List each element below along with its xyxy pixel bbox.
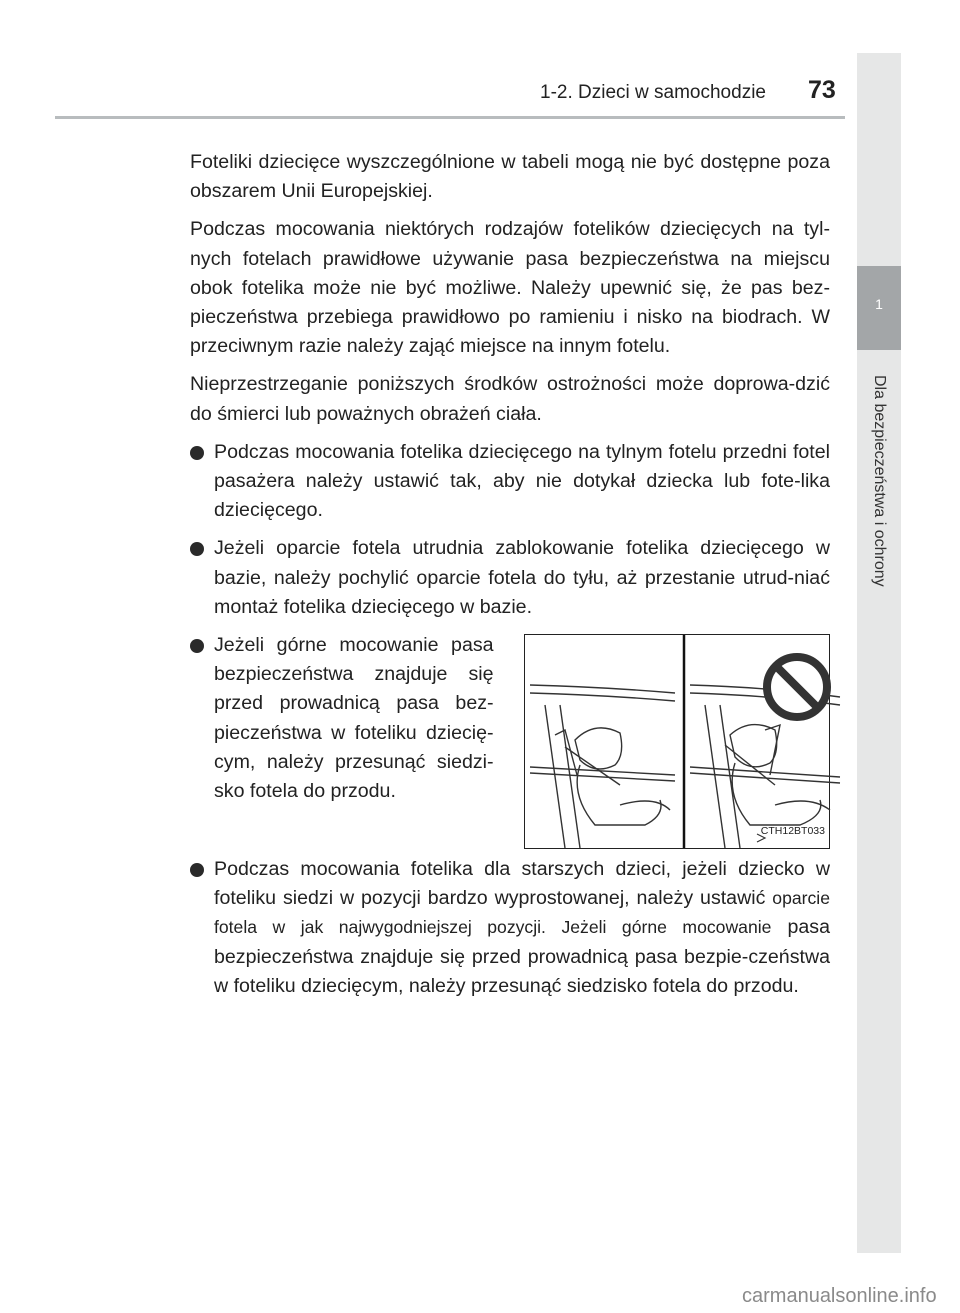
bullet-dot-icon (190, 639, 204, 653)
bullet-item (190, 855, 830, 1001)
paragraph: Podczas mocowania niektórych rodzajów fotelików dziecięcych na tyl-nych fotelach prawidłowe używanie pasa bezpieczeństwa na miejscu obok fotelika może nie być możliwe. Należy upewnić się, że pas bez-pieczeństwa przebiega prawidłowo po ramieniu i nisko na biodrach. W przeciwnym razie należy zająć miejsce na innym fotelu. (190, 218, 830, 358)
paragraph: Nieprzestrzeganie poniższych środków ostrożności może doprowa-dzić do śmierci lub poważnych obrażeń ciała. (190, 373, 830, 425)
bullet-text: oparcie fotela w jak najwygodniejszej pozycji. Jeżeli górne mocowanie (214, 888, 831, 938)
bullet-with-figure (190, 631, 830, 849)
chapter-label: Dla bezpieczeństwa i ochrony (871, 375, 888, 587)
bullet-text: pasa bezpieczeństwa znajduje się przed prowadnicą pasa bezpie-czeństwa w foteliku dziecięcym, należy przesunąć siedzisko fotela do przodu. (214, 916, 830, 997)
bullet-text: Jeżeli oparcie fotela utrudnia zablokowanie fotelika dziecięcego w bazie, należy pochylić oparcie fotela do tyłu, aż przestanie utrud-niać montaż fotelika dziecięcego w bazie. (214, 537, 830, 618)
bullet-dot-icon (190, 542, 204, 556)
bullet-dot-icon (190, 446, 204, 460)
page-number: 73 (808, 76, 836, 104)
watermark: carmanualsonline.info (742, 1285, 937, 1307)
header-rule (55, 116, 845, 119)
chapter-side-tab (857, 53, 901, 1253)
bullet-item (190, 534, 830, 622)
figure-code: CTH12BT033 (760, 824, 825, 837)
seat-illustration (524, 634, 830, 849)
bullet-text: Jeżeli górne mocowanie pasa bezpieczeństwa znajduje się przed prowadnicą pasa bez-pieczeństwa w foteliku dziecię-cym, należy przesunąć siedzi-sko fotela do przodu. (214, 634, 494, 803)
bullet-dot-icon (190, 863, 204, 877)
paragraph: Foteliki dziecięce wyszczególnione w tabeli mogą nie być dostępne poza obszarem Unii Europejskiej. (190, 151, 830, 203)
bullet-text: Podczas mocowania fotelika dla starszych dzieci, jeżeli dziecko w foteliku siedzi w pozycji bardzo wyprostowanej, należy ustawić (214, 858, 830, 910)
bullet-item (190, 631, 494, 806)
chapter-number: 1 (875, 296, 883, 312)
bullet-text: Podczas mocowania fotelika dziecięcego na tylnym fotelu przedni fotel pasażera należy ustawić tak, aby nie dotykał dziecka lub fote-lika dziecięcego. (214, 440, 830, 522)
section-title: 1-2. Dzieci w samochodzie (540, 82, 766, 103)
page-content (190, 148, 830, 1010)
bullet-item (190, 438, 830, 526)
no-entry-icon (767, 657, 827, 717)
